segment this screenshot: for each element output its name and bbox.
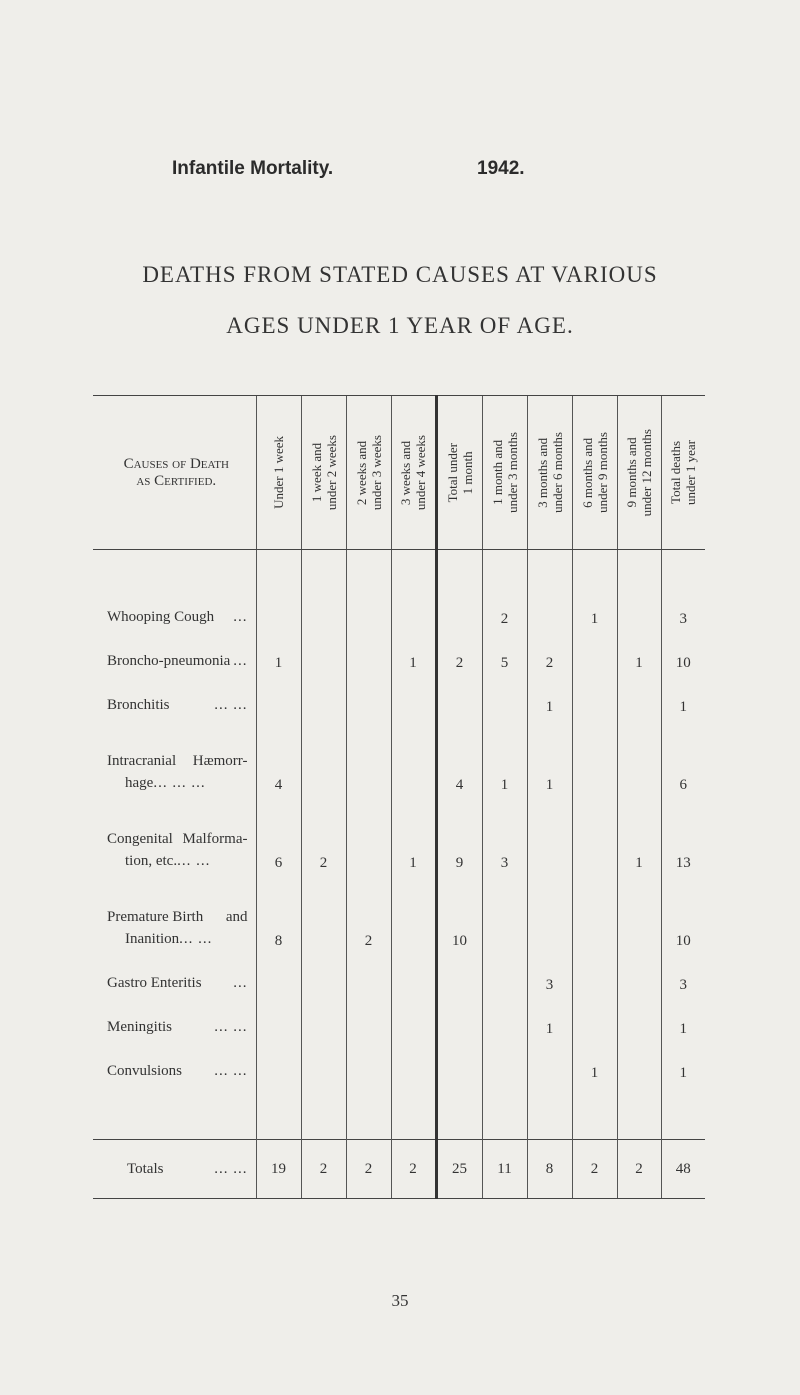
column-header-1 bbox=[256, 396, 301, 550]
value-cell bbox=[527, 800, 572, 878]
spacer-cell bbox=[93, 550, 256, 591]
value-cell: 1 bbox=[617, 800, 661, 878]
cause-text: and bbox=[225, 909, 248, 925]
totals-row bbox=[93, 1140, 705, 1199]
column-header-3 bbox=[346, 396, 391, 550]
totals-label bbox=[127, 1158, 256, 1180]
total-value-cell: 48 bbox=[661, 1140, 705, 1199]
cause-cell bbox=[93, 634, 256, 678]
value-cell bbox=[301, 634, 346, 678]
value-cell bbox=[572, 878, 617, 956]
value-cell bbox=[527, 590, 572, 634]
cause-text: Gastro Enteritis bbox=[107, 975, 202, 991]
cause-text: Inanition bbox=[125, 931, 180, 947]
value-cell: 6 bbox=[661, 722, 705, 800]
value-cell bbox=[256, 956, 301, 1000]
value-cell bbox=[572, 678, 617, 722]
spacer-cell bbox=[661, 550, 705, 591]
spacer-cell bbox=[527, 550, 572, 591]
value-cell: 2 bbox=[301, 800, 346, 878]
column-header-8 bbox=[572, 396, 617, 550]
value-cell bbox=[572, 800, 617, 878]
value-cell bbox=[301, 1044, 346, 1088]
cause-line bbox=[107, 772, 256, 794]
cause-text: Intracranial bbox=[107, 753, 177, 769]
value-cell bbox=[617, 722, 661, 800]
cause-line bbox=[107, 828, 256, 850]
value-cell: 1 bbox=[661, 1000, 705, 1044]
spacer-cell bbox=[301, 1088, 346, 1140]
cause-line bbox=[107, 850, 256, 872]
value-cell bbox=[482, 956, 527, 1000]
table-row bbox=[93, 634, 705, 678]
total-value-cell: 2 bbox=[346, 1140, 391, 1199]
spacer-cell bbox=[661, 1088, 705, 1140]
column-header-10 bbox=[661, 396, 705, 550]
value-cell bbox=[301, 1000, 346, 1044]
cause-text: Congenital bbox=[107, 831, 173, 847]
cause-text: Whooping Cough bbox=[107, 609, 215, 625]
cause-cell bbox=[93, 590, 256, 634]
cause-cell bbox=[93, 956, 256, 1000]
value-cell bbox=[482, 678, 527, 722]
spacer-cell bbox=[482, 1088, 527, 1140]
column-header-label: 6 months and under 9 months bbox=[579, 432, 610, 513]
value-cell bbox=[346, 590, 391, 634]
table-row bbox=[93, 1044, 705, 1088]
spacer-cell bbox=[256, 550, 301, 591]
spacer-cell bbox=[482, 550, 527, 591]
value-cell bbox=[617, 1000, 661, 1044]
column-header-label: 9 months and under 12 months bbox=[624, 428, 654, 517]
value-cell bbox=[346, 678, 391, 722]
cause-text: Broncho-pneumonia bbox=[107, 653, 231, 669]
leader-dots: ... bbox=[233, 975, 248, 991]
value-cell bbox=[572, 634, 617, 678]
total-value-cell: 19 bbox=[256, 1140, 301, 1199]
value-cell bbox=[256, 678, 301, 722]
value-cell: 2 bbox=[482, 590, 527, 634]
column-header-label: 1 week and under 2 weeks bbox=[308, 434, 339, 511]
spacer-cell bbox=[436, 1088, 482, 1140]
column-header-label: 2 weeks and under 3 weeks bbox=[353, 434, 384, 511]
value-cell bbox=[572, 956, 617, 1000]
spacer-cell bbox=[572, 550, 617, 591]
column-header-4 bbox=[391, 396, 436, 550]
spacer-row bbox=[93, 1088, 705, 1140]
value-cell bbox=[346, 634, 391, 678]
value-cell bbox=[482, 1044, 527, 1088]
cause-text: tion, etc. bbox=[125, 853, 178, 869]
value-cell bbox=[256, 1000, 301, 1044]
value-cell bbox=[617, 590, 661, 634]
value-cell bbox=[391, 878, 436, 956]
table-row bbox=[93, 800, 705, 878]
value-cell: 8 bbox=[256, 878, 301, 956]
table-title-line2: AGES UNDER 1 YEAR OF AGE. bbox=[226, 313, 574, 338]
value-cell: 1 bbox=[617, 634, 661, 678]
leader-dots: ... bbox=[233, 609, 248, 625]
value-cell: 1 bbox=[661, 678, 705, 722]
column-header-2 bbox=[301, 396, 346, 550]
value-cell bbox=[301, 878, 346, 956]
cause-line bbox=[107, 694, 256, 716]
spacer-row bbox=[93, 550, 705, 591]
spacer-cell bbox=[572, 1088, 617, 1140]
value-cell bbox=[436, 590, 482, 634]
value-cell: 10 bbox=[661, 878, 705, 956]
cause-cell bbox=[93, 800, 256, 878]
spacer-cell bbox=[301, 550, 346, 591]
value-cell bbox=[301, 956, 346, 1000]
leader-dots: ... ... bbox=[214, 1161, 248, 1177]
value-cell: 10 bbox=[436, 878, 482, 956]
table-row bbox=[93, 722, 705, 800]
value-cell: 1 bbox=[572, 590, 617, 634]
value-cell: 2 bbox=[436, 634, 482, 678]
value-cell: 3 bbox=[482, 800, 527, 878]
value-cell: 1 bbox=[661, 1044, 705, 1088]
value-cell: 13 bbox=[661, 800, 705, 878]
value-cell: 1 bbox=[391, 634, 436, 678]
value-cell: 9 bbox=[436, 800, 482, 878]
table-row bbox=[93, 678, 705, 722]
value-cell: 4 bbox=[436, 722, 482, 800]
spacer-cell bbox=[391, 550, 436, 591]
cause-text: Meningitis bbox=[107, 1019, 173, 1035]
spacer-cell bbox=[391, 1088, 436, 1140]
value-cell bbox=[617, 878, 661, 956]
value-cell: 3 bbox=[661, 956, 705, 1000]
spacer-cell bbox=[256, 1088, 301, 1140]
value-cell: 1 bbox=[572, 1044, 617, 1088]
value-cell bbox=[346, 1044, 391, 1088]
column-header-5 bbox=[436, 396, 482, 550]
value-cell: 10 bbox=[661, 634, 705, 678]
value-cell bbox=[346, 956, 391, 1000]
column-header-6 bbox=[482, 396, 527, 550]
leader-dots: ... ... bbox=[214, 1019, 248, 1035]
cause-line bbox=[107, 606, 256, 628]
value-cell bbox=[301, 678, 346, 722]
value-cell bbox=[436, 678, 482, 722]
column-header-label: Total under 1 month bbox=[444, 442, 475, 503]
table-row bbox=[93, 1000, 705, 1044]
value-cell bbox=[346, 800, 391, 878]
column-header-label: 3 months and under 6 months bbox=[534, 432, 565, 513]
value-cell: 3 bbox=[527, 956, 572, 1000]
cause-cell bbox=[93, 1000, 256, 1044]
cause-cell bbox=[93, 678, 256, 722]
spacer-cell bbox=[93, 1088, 256, 1140]
value-cell bbox=[391, 678, 436, 722]
total-value-cell: 2 bbox=[572, 1140, 617, 1199]
cause-line bbox=[107, 972, 256, 994]
value-cell bbox=[301, 722, 346, 800]
total-value-cell: 11 bbox=[482, 1140, 527, 1199]
total-value-cell: 2 bbox=[301, 1140, 346, 1199]
value-cell bbox=[527, 878, 572, 956]
value-cell bbox=[572, 722, 617, 800]
value-cell: 1 bbox=[527, 678, 572, 722]
cause-line bbox=[107, 906, 256, 928]
cause-cell bbox=[93, 878, 256, 956]
cause-text: Totals bbox=[127, 1161, 164, 1177]
value-cell: 6 bbox=[256, 800, 301, 878]
column-header-label: 3 weeks and under 4 weeks bbox=[398, 434, 428, 511]
cause-column-header: Causes of Death as Certified. bbox=[93, 396, 256, 550]
value-cell: 1 bbox=[256, 634, 301, 678]
value-cell: 1 bbox=[391, 800, 436, 878]
value-cell: 1 bbox=[482, 722, 527, 800]
value-cell: 2 bbox=[346, 878, 391, 956]
spacer-cell bbox=[346, 1088, 391, 1140]
leader-dots: ... ... bbox=[214, 1063, 248, 1079]
column-header-label: Under 1 week bbox=[271, 436, 286, 509]
value-cell: 1 bbox=[527, 722, 572, 800]
table-row bbox=[93, 878, 705, 956]
table-row bbox=[93, 956, 705, 1000]
total-value-cell: 2 bbox=[391, 1140, 436, 1199]
cause-text: Bronchitis bbox=[107, 697, 170, 713]
value-cell bbox=[617, 678, 661, 722]
cause-cell bbox=[93, 722, 256, 800]
value-cell bbox=[436, 1044, 482, 1088]
column-header-label: 1 month and under 3 months bbox=[489, 432, 520, 513]
cause-text: Malforma- bbox=[182, 831, 248, 847]
value-cell bbox=[391, 722, 436, 800]
table-body bbox=[93, 550, 705, 1199]
cause-line bbox=[107, 650, 256, 672]
cause-text: Premature Birth bbox=[107, 909, 204, 925]
leader-dots: ... bbox=[233, 653, 248, 669]
spacer-cell bbox=[617, 1088, 661, 1140]
page-number: 35 bbox=[391, 1291, 409, 1310]
cause-text: Hæmorr- bbox=[192, 753, 248, 769]
total-value-cell: 8 bbox=[527, 1140, 572, 1199]
value-cell bbox=[391, 1044, 436, 1088]
header-title: Infantile Mortality. bbox=[172, 158, 334, 179]
cause-cell bbox=[93, 1044, 256, 1088]
leader-dots: ... ... ... bbox=[153, 775, 206, 791]
spacer-cell bbox=[346, 550, 391, 591]
value-cell: 4 bbox=[256, 722, 301, 800]
leader-dots: ... ... bbox=[177, 853, 211, 869]
value-cell bbox=[301, 590, 346, 634]
value-cell bbox=[391, 590, 436, 634]
total-value-cell: 2 bbox=[617, 1140, 661, 1199]
cause-line bbox=[107, 928, 256, 950]
value-cell bbox=[391, 1000, 436, 1044]
value-cell bbox=[436, 956, 482, 1000]
value-cell bbox=[572, 1000, 617, 1044]
column-header-7 bbox=[527, 396, 572, 550]
cause-line bbox=[107, 750, 256, 772]
value-cell: 2 bbox=[527, 634, 572, 678]
mortality-table bbox=[93, 395, 705, 1199]
value-cell bbox=[256, 590, 301, 634]
column-header-label: Total deaths under 1 year bbox=[668, 440, 699, 505]
total-value-cell: 25 bbox=[436, 1140, 482, 1199]
value-cell bbox=[346, 722, 391, 800]
table-header-row bbox=[93, 396, 705, 550]
value-cell bbox=[346, 1000, 391, 1044]
spacer-cell bbox=[436, 550, 482, 591]
value-cell bbox=[391, 956, 436, 1000]
cause-line bbox=[107, 1060, 256, 1082]
leader-dots: ... ... bbox=[179, 931, 213, 947]
cause-line bbox=[107, 1016, 256, 1038]
cause-text: Convulsions bbox=[107, 1063, 183, 1079]
header-year: 1942. bbox=[477, 158, 525, 179]
value-cell bbox=[482, 1000, 527, 1044]
value-cell bbox=[617, 956, 661, 1000]
leader-dots: ... ... bbox=[214, 697, 248, 713]
totals-label-cell bbox=[93, 1140, 256, 1199]
spacer-cell bbox=[617, 550, 661, 591]
table-row bbox=[93, 590, 705, 634]
value-cell: 1 bbox=[527, 1000, 572, 1044]
value-cell bbox=[527, 1044, 572, 1088]
table-title-line1: DEATHS FROM STATED CAUSES AT VARIOUS bbox=[142, 262, 658, 287]
value-cell: 3 bbox=[661, 590, 705, 634]
value-cell: 5 bbox=[482, 634, 527, 678]
value-cell bbox=[256, 1044, 301, 1088]
value-cell bbox=[482, 878, 527, 956]
value-cell bbox=[617, 1044, 661, 1088]
spacer-cell bbox=[527, 1088, 572, 1140]
value-cell bbox=[436, 1000, 482, 1044]
column-header-9 bbox=[617, 396, 661, 550]
cause-text: hage bbox=[125, 775, 154, 791]
